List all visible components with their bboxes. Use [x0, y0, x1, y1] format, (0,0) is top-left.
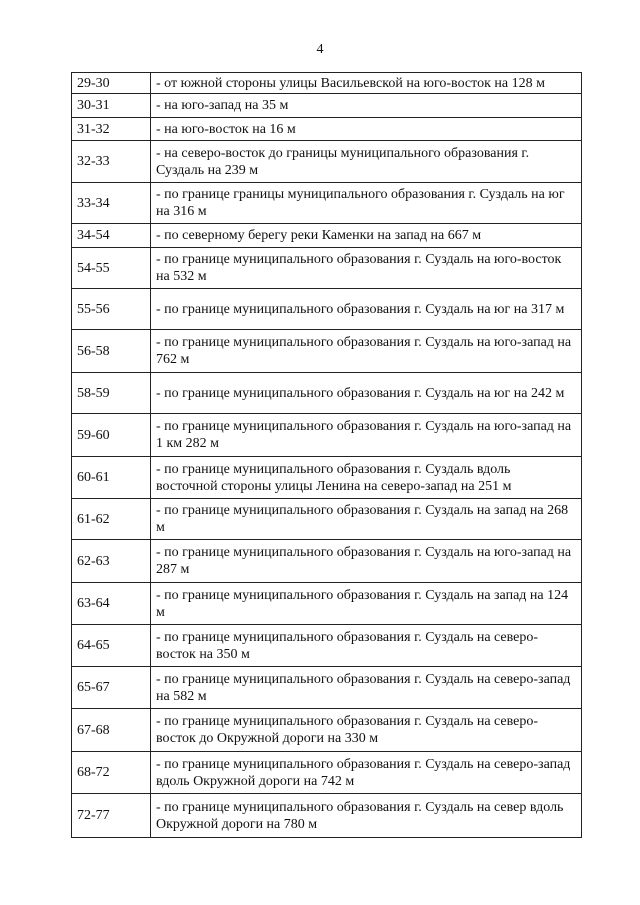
segment-cell: 30-31: [72, 94, 151, 118]
table-row: [72, 118, 582, 141]
description-cell: - по границе муниципального образования г. Суздаль на юго-запад на 1 км 282 м: [151, 414, 582, 457]
description-cell: - по границе муниципального образования г. Суздаль на северо-запад на 582 м: [151, 667, 582, 709]
table-row: [72, 540, 582, 583]
description-cell: - по границе муниципального образования г. Суздаль на юго-запад на 287 м: [151, 540, 582, 583]
description-cell: - по границе границы муниципального образования г. Суздаль на юг на 316 м: [151, 183, 582, 224]
segment-cell: 64-65: [72, 625, 151, 667]
segment-cell: 60-61: [72, 457, 151, 499]
description-cell: - по северному берегу реки Каменки на запад на 667 м: [151, 224, 582, 248]
description-cell: - по границе муниципального образования г. Суздаль вдоль восточной стороны улицы Ленина на северо-запад на 251 м: [151, 457, 582, 499]
table-row: [72, 625, 582, 667]
segment-cell: 65-67: [72, 667, 151, 709]
route-segments-body: [72, 73, 582, 838]
segment-cell: 58-59: [72, 373, 151, 414]
table-row: [72, 373, 582, 414]
segment-cell: 68-72: [72, 752, 151, 794]
description-cell: - по границе муниципального образования г. Суздаль на юго-восток на 532 м: [151, 248, 582, 289]
table-row: [72, 73, 582, 94]
description-cell: - по границе муниципального образования г. Суздаль на юг на 242 м: [151, 373, 582, 414]
table-row: [72, 330, 582, 373]
table-row: [72, 794, 582, 838]
segment-cell: 54-55: [72, 248, 151, 289]
segment-cell: 63-64: [72, 583, 151, 625]
table-row: [72, 248, 582, 289]
table-row: [72, 752, 582, 794]
table-row: [72, 667, 582, 709]
segment-cell: 72-77: [72, 794, 151, 838]
segment-cell: 56-58: [72, 330, 151, 373]
table-row: [72, 457, 582, 499]
segment-cell: 59-60: [72, 414, 151, 457]
table-row: [72, 141, 582, 183]
description-cell: - по границе муниципального образования г. Суздаль на запад на 124 м: [151, 583, 582, 625]
segment-cell: 33-34: [72, 183, 151, 224]
route-segments-table: [71, 72, 582, 838]
page-number: 4: [316, 42, 324, 57]
description-cell: - на юго-запад на 35 м: [151, 94, 582, 118]
description-cell: - на юго-восток на 16 м: [151, 118, 582, 141]
segment-cell: 67-68: [72, 709, 151, 752]
description-cell: - от южной стороны улицы Васильевской на юго-восток на 128 м: [151, 73, 582, 94]
table-row: [72, 289, 582, 330]
table-row: [72, 583, 582, 625]
table-row: [72, 224, 582, 248]
table-row: [72, 709, 582, 752]
segment-cell: 34-54: [72, 224, 151, 248]
description-cell: - по границе муниципального образования г. Суздаль на северо-восток до Окружной дороги на 330 м: [151, 709, 582, 752]
description-cell: - по границе муниципального образования г. Суздаль на юг на 317 м: [151, 289, 582, 330]
description-cell: - на северо-восток до границы муниципального образования г. Суздаль на 239 м: [151, 141, 582, 183]
segment-cell: 29-30: [72, 73, 151, 94]
description-cell: - по границе муниципального образования г. Суздаль на запад на 268 м: [151, 499, 582, 540]
table-row: [72, 183, 582, 224]
segment-cell: 32-33: [72, 141, 151, 183]
description-cell: - по границе муниципального образования г. Суздаль на юго-запад на 762 м: [151, 330, 582, 373]
description-cell: - по границе муниципального образования г. Суздаль на северо-восток на 350 м: [151, 625, 582, 667]
table-row: [72, 414, 582, 457]
description-cell: - по границе муниципального образования г. Суздаль на север вдоль Окружной дороги на 780 м: [151, 794, 582, 838]
segment-cell: 62-63: [72, 540, 151, 583]
segment-cell: 31-32: [72, 118, 151, 141]
segment-cell: 61-62: [72, 499, 151, 540]
description-cell: - по границе муниципального образования г. Суздаль на северо-запад вдоль Окружной дороги на 742 м: [151, 752, 582, 794]
table-row: [72, 94, 582, 118]
table-row: [72, 499, 582, 540]
segment-cell: 55-56: [72, 289, 151, 330]
